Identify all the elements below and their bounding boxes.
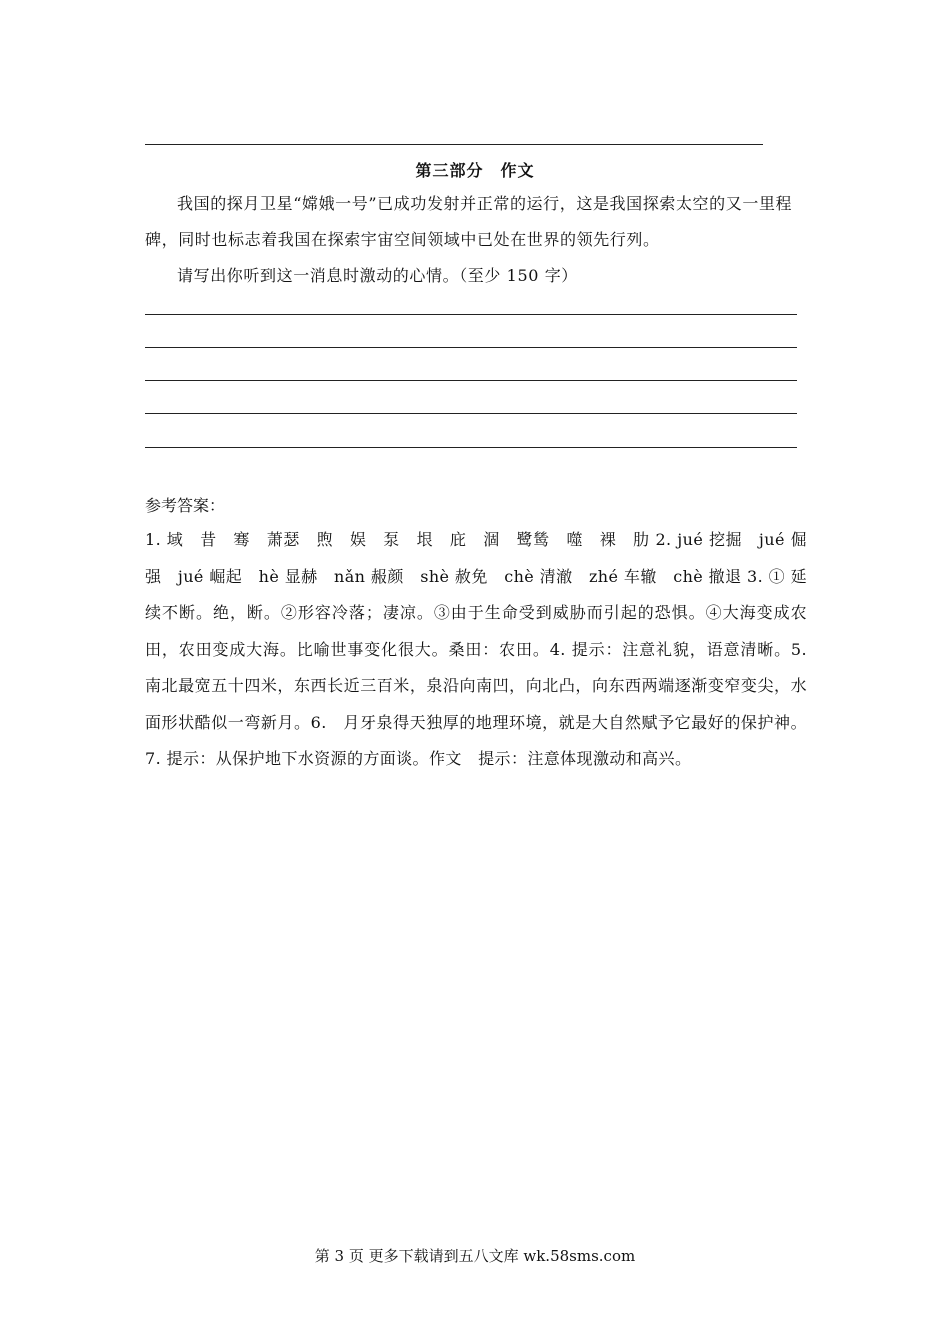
section-title: 第三部分 作文 — [415, 161, 535, 180]
page-footer: 第 3 页 更多下载请到五八文库 wk.58sms.com — [314, 1247, 636, 1265]
writing-line — [145, 347, 797, 348]
prompt-paragraph: 我国的探月卫星“嫦娥一号”已成功发射并正常的运行，这是我国探索太空的又一里程碑，同时也标志着我国在探索宇宙空间领域中已处在世界的领先行列。 — [145, 194, 793, 249]
header-rule — [145, 144, 763, 145]
writing-line — [145, 380, 797, 381]
task-paragraph: 请写出你听到这一消息时激动的心情。（至少 150 字） — [177, 266, 578, 285]
writing-line — [145, 314, 797, 315]
answers-text: 1. 域 昔 骞 萧瑟 煦 娱 泵 垠 庇 涸 鹭鸶 噬 裸 肋 2. jué 挖掘 jué 倔强 jué 崛起 hè 显赫 nǎn 赧颜 shè 赦免 chè 清澈 zhé 车辙 chè 撤退 3. ① 延续不断。绝，断。②形容冷落；凄凉。③由于生命受到威胁而引起的恐惧。④大海变成农田，农田变成大海。比喻世事变化很大。桑田：农田。4. 提示：注意礼貌，语意清晰。5. 南北最宽五十四米，东西长近三百米，泉沿向南凹，向北凸，向东西两端逐渐变窄变尖，水面形状酷似一弯新月。6. 月牙泉得天独厚的地理环境，就是大自然赋予它最好的保护神。7. 提示：从保护地下水资源的方面谈。作文 提示：注意体现激动和高兴。 — [145, 530, 824, 768]
writing-line — [145, 413, 797, 414]
answers-heading: 参考答案： — [145, 496, 226, 515]
writing-line — [145, 447, 797, 448]
